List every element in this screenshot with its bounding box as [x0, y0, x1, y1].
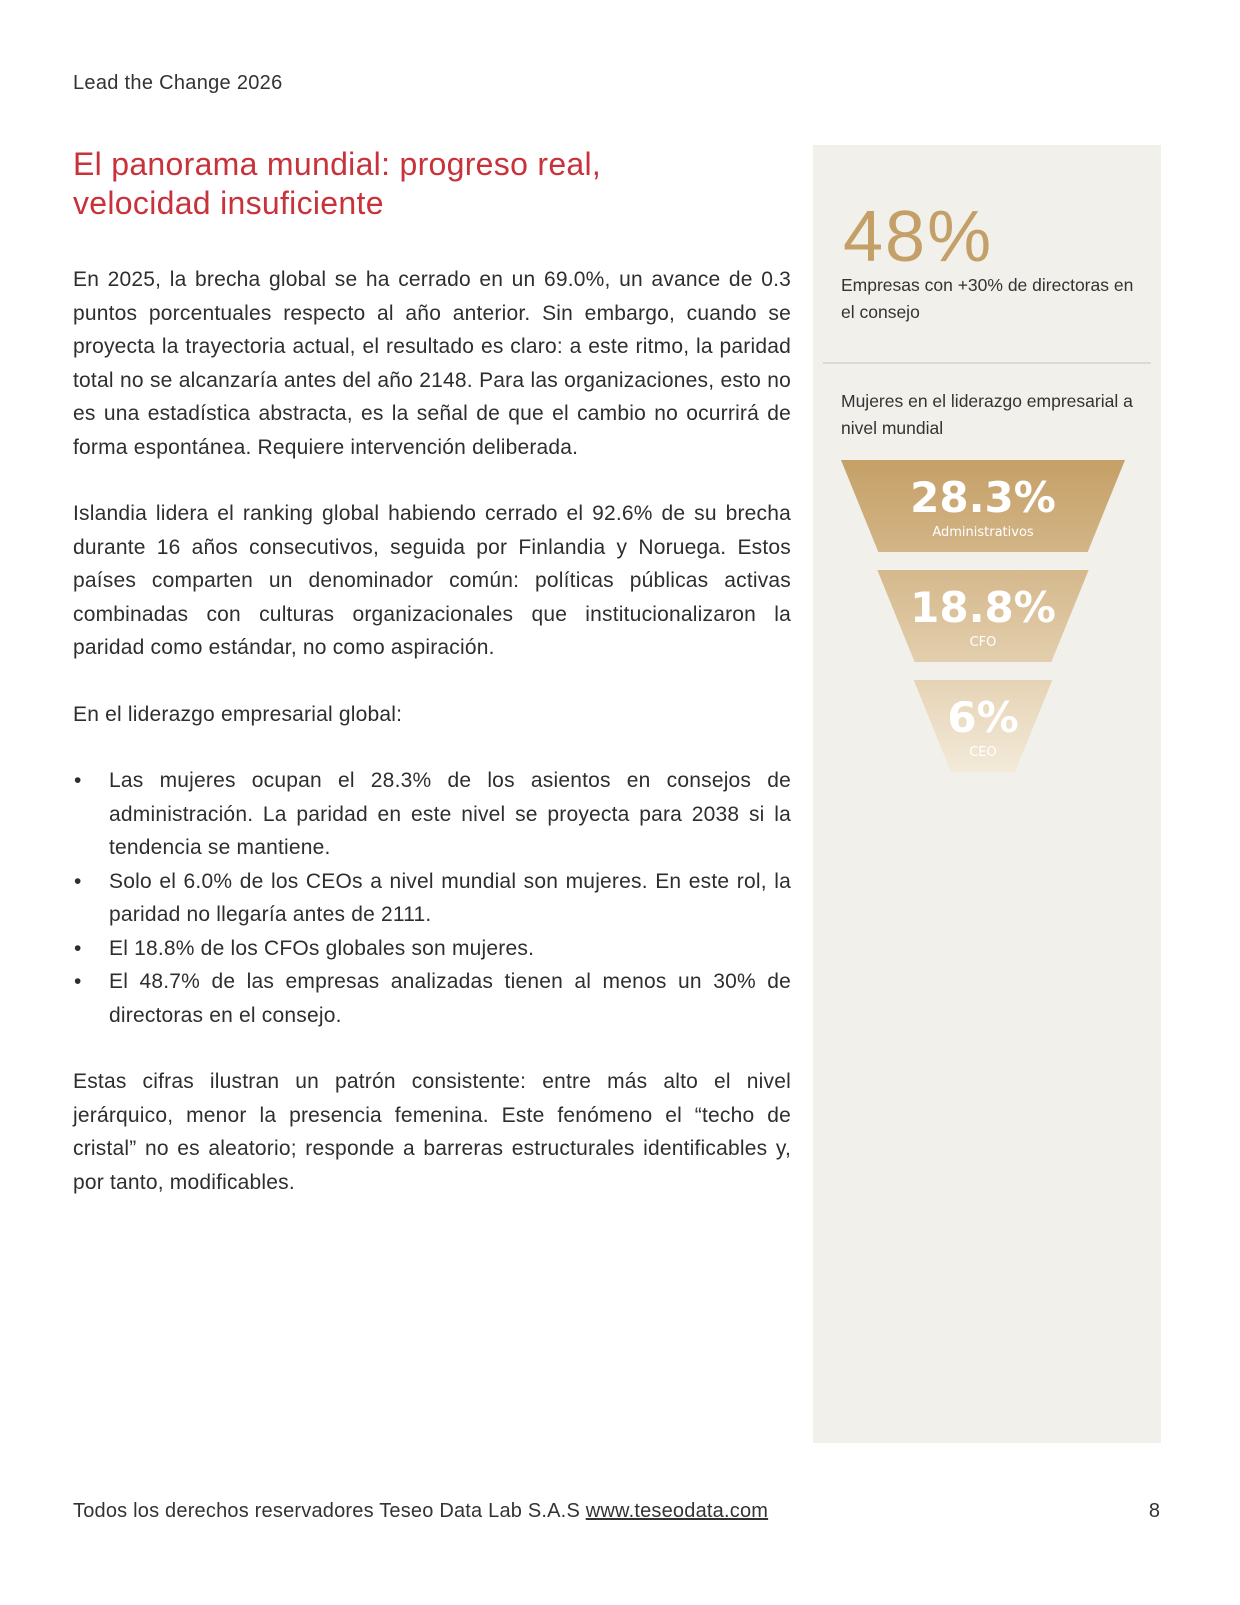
list-item-text: Solo el 6.0% de los CEOs a nivel mundial son mujeres. En este rol, la paridad no llegaría antes de 2111.	[109, 869, 791, 926]
paragraph-iceland: Islandia lidera el ranking global habiendo cerrado el 92.6% de su brecha durante 16 años consecutivos, seguida por Finlandia y Noruega. Estos países comparten un denominador común: políticas públicas activas combinadas con culturas organizacionales que institucionalizaron la paridad como estándar, no como aspiración.	[73, 502, 791, 659]
list-item	[73, 932, 791, 966]
footer-text: Todos los derechos reservadores Teseo Data Lab S.A.S	[73, 1500, 580, 1522]
list-item	[73, 764, 791, 865]
section-title	[73, 145, 791, 223]
funnel-value-label: 28.3%	[910, 473, 1056, 522]
list-item-text: Las mujeres ocupan el 28.3% de los asientos en consejos de administración. La paridad en este nivel se proyecta para 2038 si la tendencia se mantiene.	[109, 769, 791, 859]
bullet-list	[73, 764, 791, 1032]
footer	[73, 1500, 768, 1523]
funnel-value-label: 18.8%	[910, 583, 1056, 632]
sidebar-divider	[823, 362, 1151, 364]
funnel-heading: Mujeres en el liderazgo empresarial a nivel mundial	[841, 391, 1133, 438]
list-item	[73, 965, 791, 1032]
footer-link[interactable]: www.teseodata.com	[585, 1500, 769, 1522]
main-column	[73, 145, 791, 1199]
running-header: Lead the Change 2026	[73, 72, 283, 94]
sidebar-panel	[813, 145, 1161, 1443]
big-stat-caption: Empresas con +30% de directoras en el consejo	[841, 275, 1134, 322]
page-number: 8	[1148, 1500, 1160, 1522]
bullet-icon: •	[74, 970, 82, 993]
section-title-line-2: velocidad insuficiente	[73, 185, 384, 221]
funnel-svg	[841, 460, 1125, 780]
list-item	[73, 865, 791, 932]
list-item-text: El 18.8% de los CFOs globales son mujeres.	[109, 936, 535, 960]
list-item-text: El 48.7% de las empresas analizadas tienen al menos un 30% de directoras en el consejo.	[109, 970, 791, 1027]
bullet-icon: •	[74, 769, 82, 792]
paragraph-global-gap: En 2025, la brecha global se ha cerrado en un 69.0%, un avance de 0.3 puntos porcentuales respecto al año anterior. Sin embargo, cuando se proyecta la trayectoria actual, el resultado es claro: a este ritmo, la paridad total no se alcanzaría antes del año 2148. Para las organizaciones, esto no es una estadística abstracta, es la señal de que el cambio no ocurrirá de forma espontánea. Requiere intervención deliberada.	[73, 268, 791, 459]
big-stat-value: 48%	[843, 197, 994, 277]
section-title-line-1: El panorama mundial: progreso real,	[73, 146, 602, 182]
funnel-value-label: 6%	[947, 693, 1019, 742]
bullet-icon: •	[74, 936, 82, 960]
funnel-category-label: Administrativos	[932, 525, 1034, 540]
paragraph-glass-ceiling: Estas cifras ilustran un patrón consistente: entre más alto el nivel jerárquico, menor la presencia femenina. Este fenómeno el “techo de cristal” no es aleatorio; responde a barreras estructurales identificables y, por tanto, modificables.	[73, 1070, 791, 1194]
funnel-chart	[841, 460, 1125, 780]
paragraph-business-leadership: En el liderazgo empresarial global:	[73, 702, 403, 726]
funnel-category-label: CFO	[969, 635, 997, 650]
funnel-category-label: CEO	[969, 745, 997, 760]
bullet-icon: •	[74, 869, 82, 893]
